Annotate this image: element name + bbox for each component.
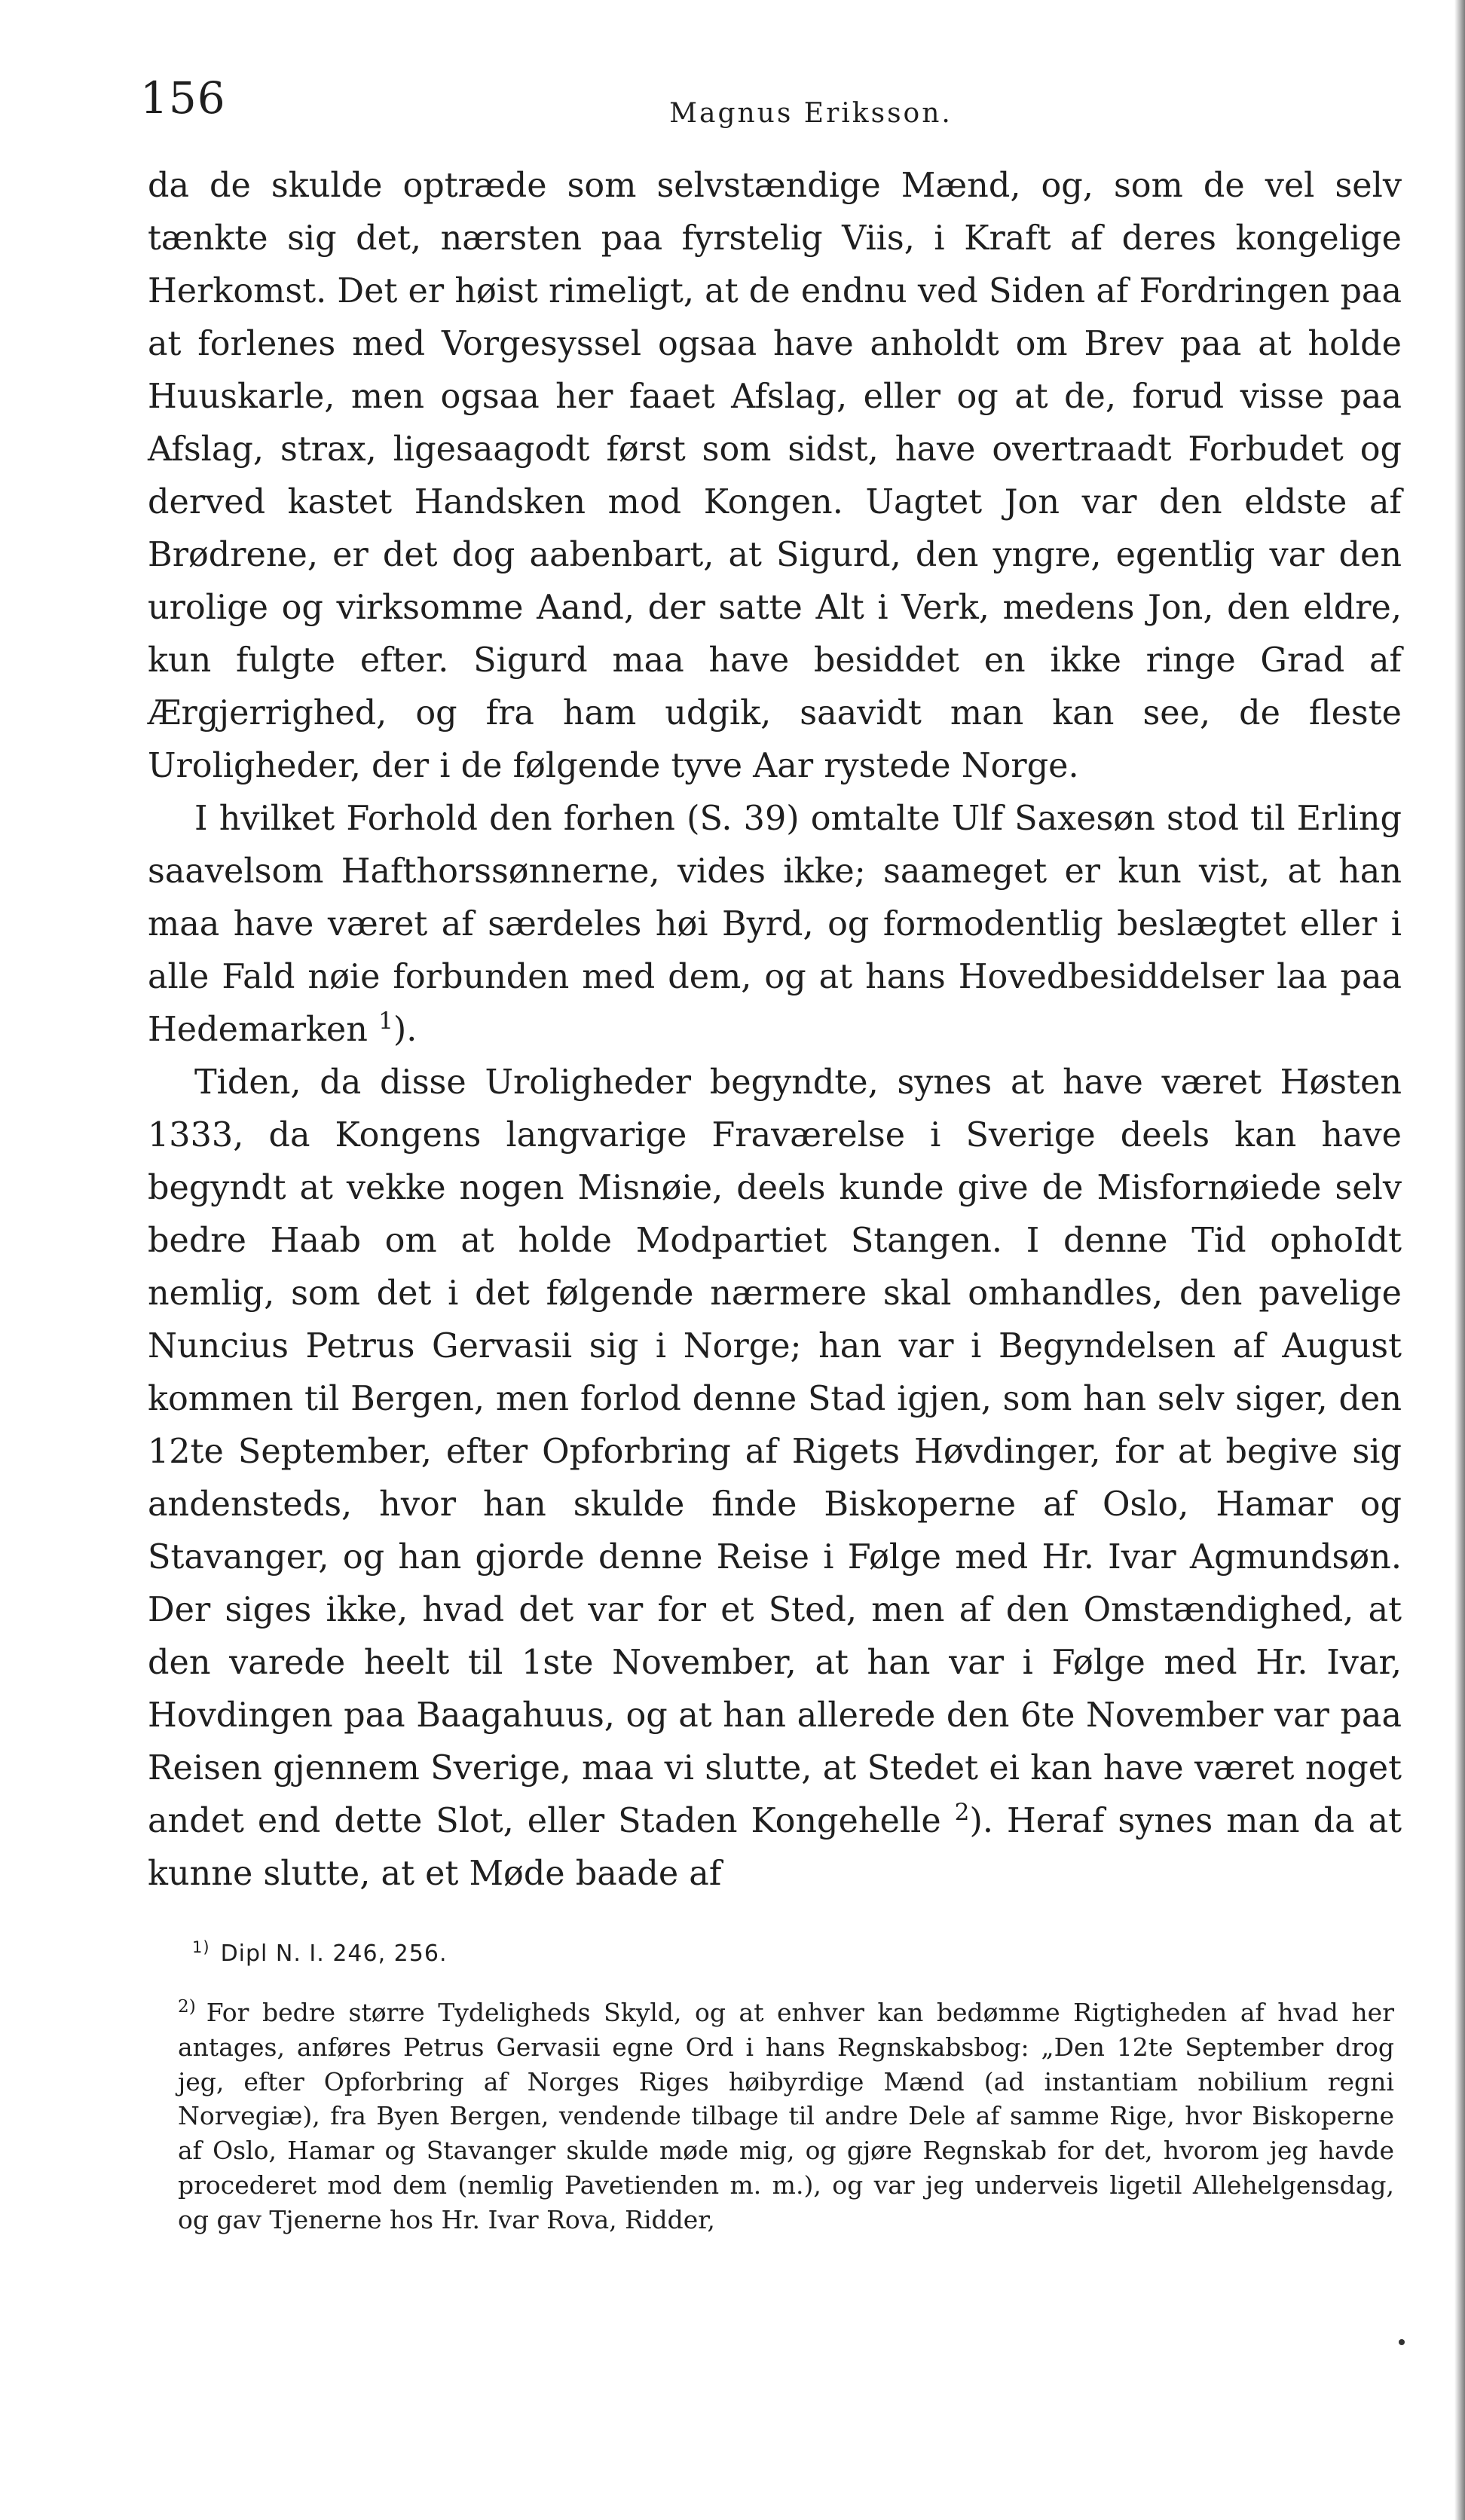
footnote-1: [192, 1940, 1398, 1967]
footnote-2-text: For bedre større Tydeligheds Skyld, og at enhver kan bedømme Rigtigheden af hvad her antages, anføres Petrus Gervasii egne Ord i hans Regnskabsbog: „Den 12te September drog jeg, efter Opforbring af Norges Riges høibyrdige Mænd (ad instantiam nobilium regni Norvegiæ), fra Byen Bergen, vendende tilbage til andre Dele af samme Rige, hvor Biskoperne af Oslo, Hamar og Stavanger skulde møde mig, og gjøre Regnskab for det, hvorom jeg havde procederet mod dem (nemlig Pavetienden m. m.), og var jeg underveis ligetil Allehelgensdag, og gav Tjenerne hos Hr. Ivar Rova, Ridder,: [178, 1998, 1394, 2234]
running-title: Magnus Eriksson.: [669, 98, 953, 129]
paragraph-3-text: Tiden, da disse Uroligheder begyndte, synes at have været Høsten 1333, da Kongens langvarige Fraværelse i Sverige deels kan have begyndt at vekke nogen Misnøie, deels kunde give de Misfornøiede selv bedre Haab om at holde Modpartiet Stangen. I denne Tid ophoIdt nemlig, som det i det følgende nærmere skal omhandles, den pavelige Nuncius Petrus Gervasii sig i Norge; han var i Begyndelsen af August kommen til Bergen, men forlod denne Stad igjen, som han selv siger, den 12te September, efter Opforbring af Rigets Høvdinger, for at begive sig andensteds, hvor han skulde finde Biskoperne af Oslo, Hamar og Stavanger, og han gjorde denne Reise i Følge med Hr. Ivar Agmundsøn. Der siges ikke, hvad det var for et Sted, men af den Omstændighed, at den varede heelt til 1ste November, at han var i Følge med Hr. Ivar, Hovdingen paa Baagahuus, og at han allerede den 6te November var paa Reisen gjennem Sverige, maa vi slutte, at Stedet ei kan have været noget andet end dette Slot, eller Staden Kongehelle: [148, 1063, 1402, 1840]
footnote-ref-2: 2: [954, 1799, 970, 1827]
page-number: 156: [140, 72, 226, 124]
paragraph-2-text: I hvilket Forhold den forhen (S. 39) omtalte Ulf Saxesøn stod til Erling saavelsom Hafthorssønnerne, vides ikke; saameget er kun vist, at han maa have været af særdeles høi Byrd, og formodentlig beslægtet eller i alle Fald nøie forbunden med dem, og at hans Hovedbesiddelser laa paa Hedemarken: [148, 800, 1402, 1049]
page-header: [140, 72, 1451, 129]
footnote-1-marker: 1): [192, 1938, 210, 1956]
paragraph-3: [148, 1057, 1402, 1901]
ink-spot: [1399, 2339, 1405, 2345]
footnote-ref-1: 1: [378, 1008, 393, 1035]
paragraph-3-end: ). Heraf synes man da at kunne slutte, at et Møde baade af: [148, 1802, 1402, 1893]
paragraph-2: [148, 793, 1402, 1057]
paragraph-2-end: ).: [393, 1011, 417, 1049]
main-text: [148, 160, 1402, 1901]
footnote-2: [178, 1996, 1394, 2237]
footnote-1-text: Dipl N. I. 246, 256.: [220, 1940, 448, 1967]
paragraph-1: da de skulde optræde som selvstændige Mænd, og, som de vel selv tænkte sig det, nærsten paa fyrstelig Viis, i Kraft af deres kongelige Herkomst. Det er høist rimeligt, at de endnu ved Siden af Fordringen paa at forlenes med Vorgesyssel ogsaa have anholdt om Brev paa at holde Huuskarle, men ogsaa her faaet Afslag, eller og at de, forud visse paa Afslag, strax, ligesaagodt først som sidst, have overtraadt Forbudet og derved kastet Handsken mod Kongen. Uagtet Jon var den eldste af Brødrene, er det dog aabenbart, at Sigurd, den yngre, egentlig var den urolige og virksomme Aand, der satte Alt i Verk, medens Jon, den eldre, kun fulgte efter. Sigurd maa have besiddet en ikke ringe Grad af Ærgjerrighed, og fra ham udgik, saavidt man kan see, de fleste Uroligheder, der i de følgende tyve Aar rystede Norge.: [148, 167, 1402, 785]
page-edge-shadow: [1454, 0, 1465, 2520]
footnote-2-marker: 2): [178, 1997, 196, 2017]
